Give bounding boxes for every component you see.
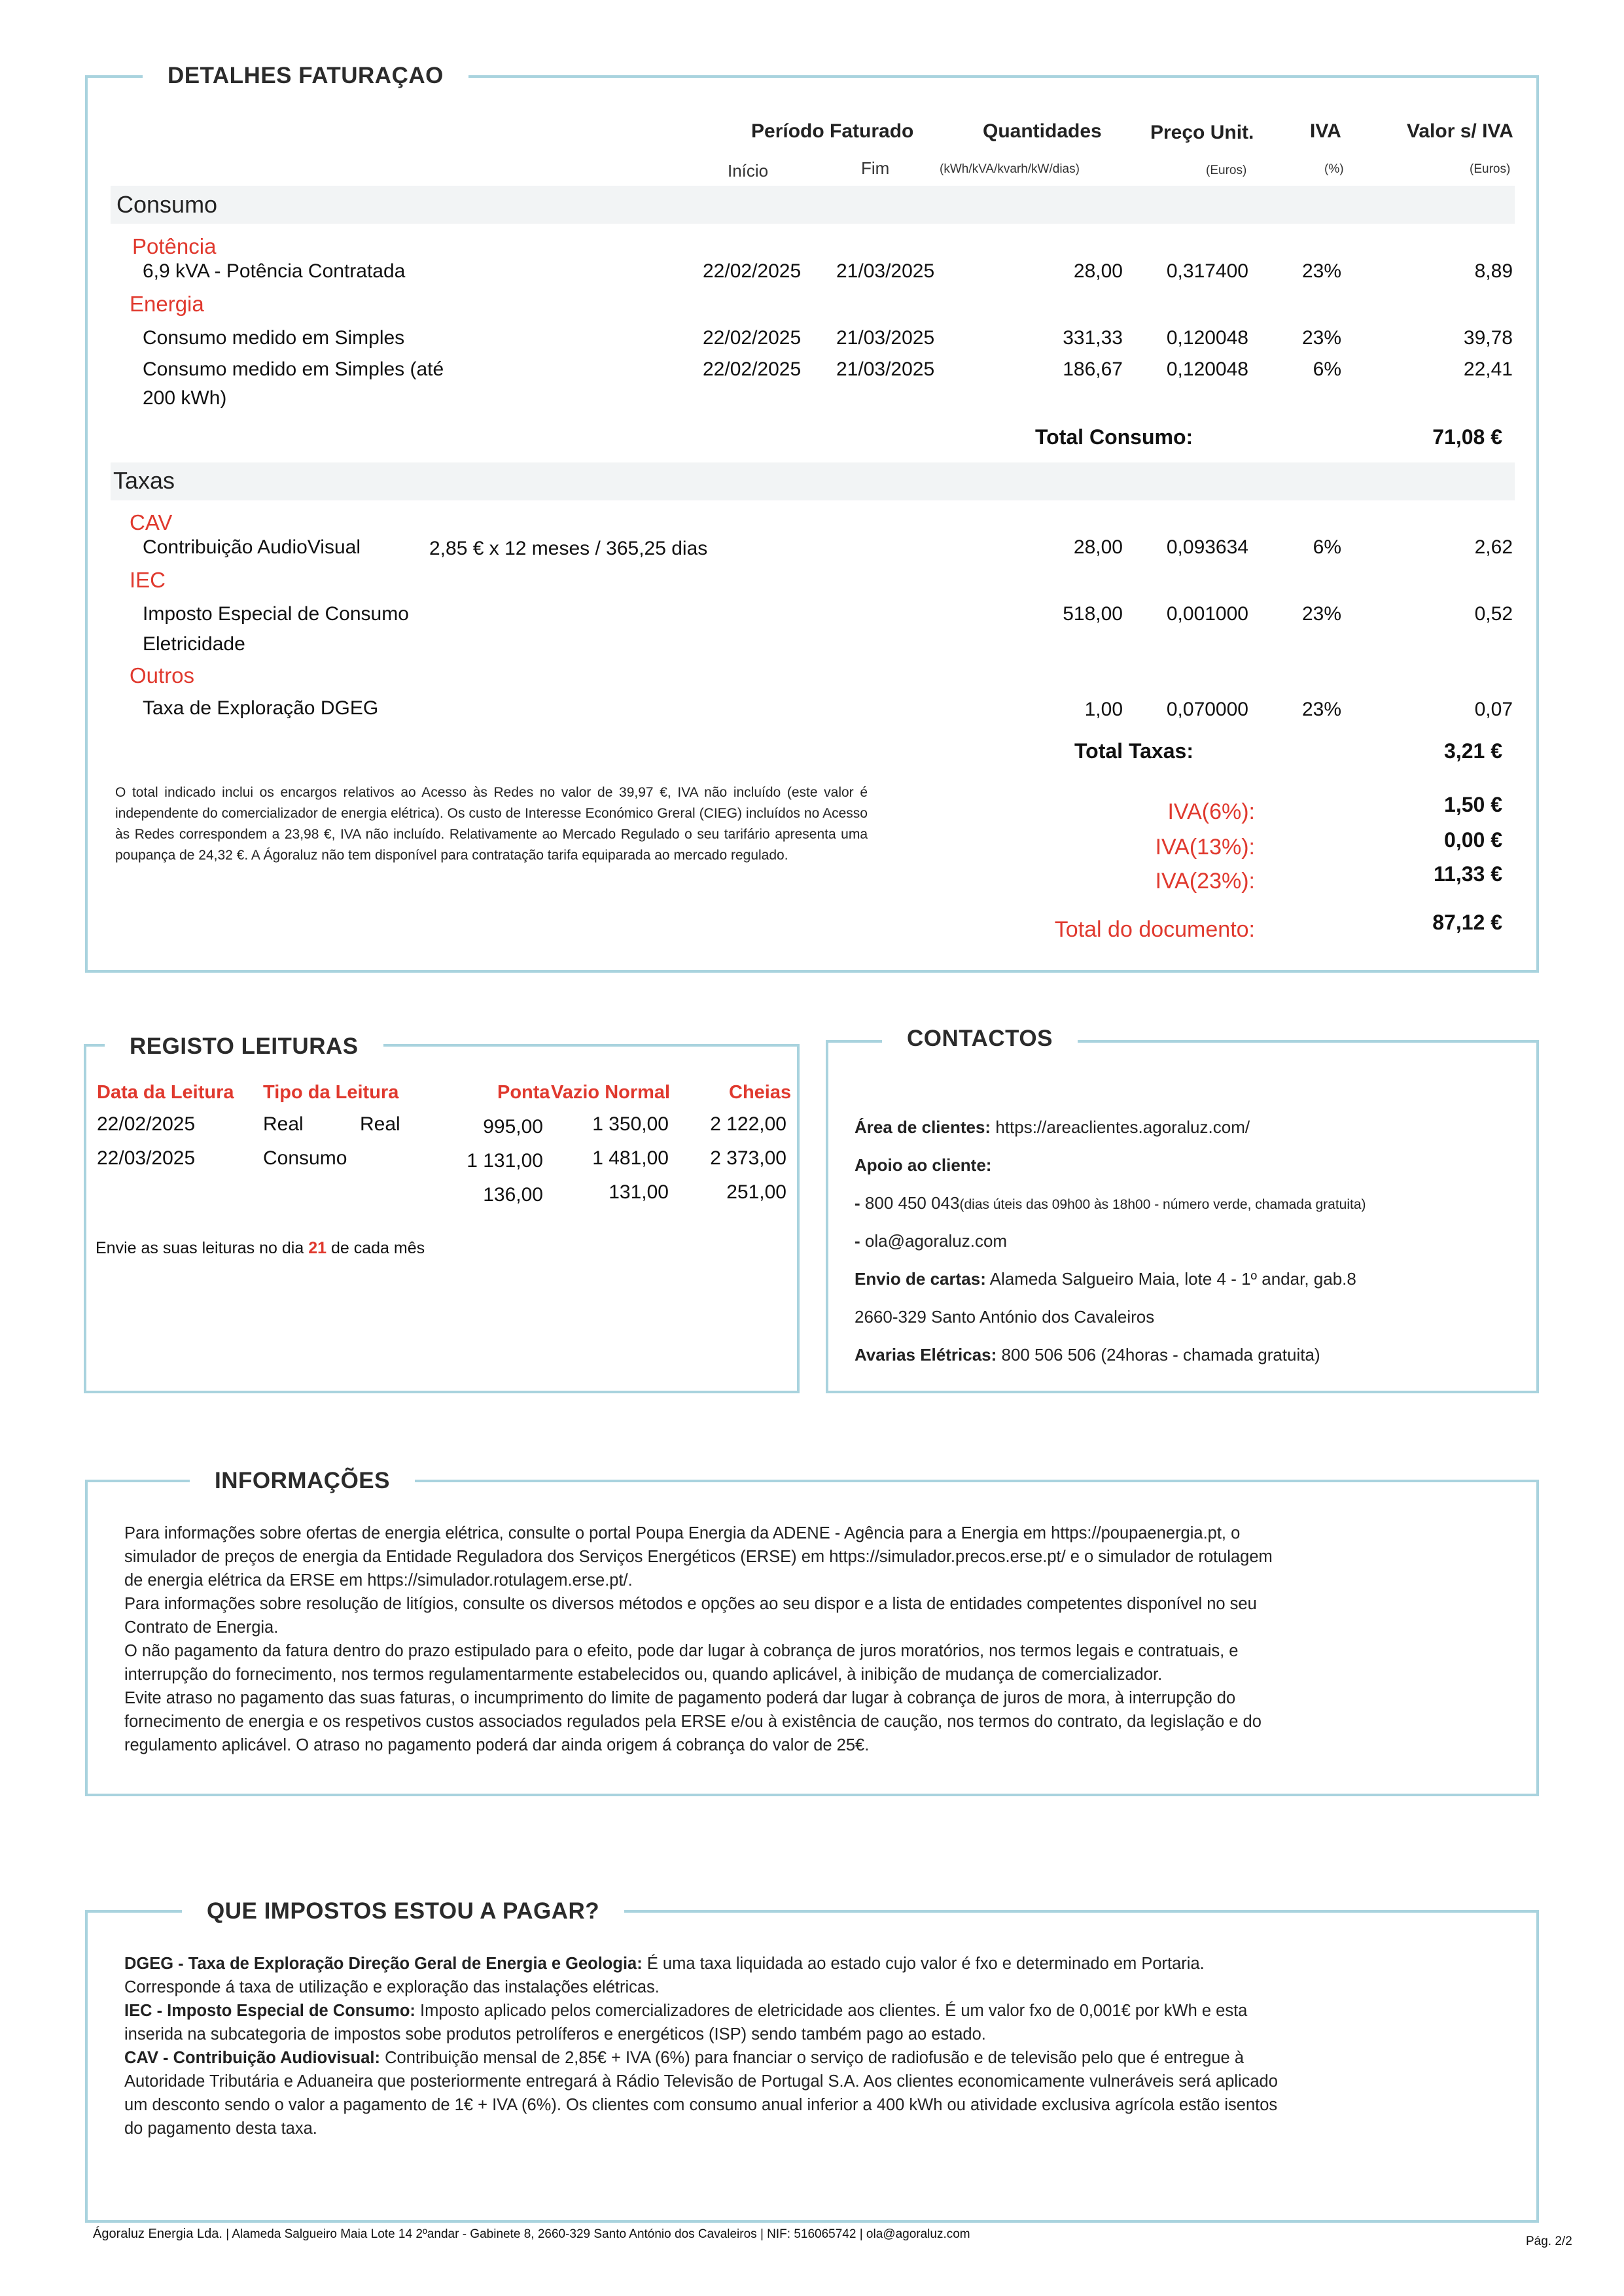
iec-row-desc-line1: Imposto Especial de Consumo xyxy=(143,603,409,625)
document-total-label: Total do documento: xyxy=(1054,917,1255,942)
energy-row-value: 22,41 xyxy=(1463,358,1513,380)
consumption-total-value: 71,08 € xyxy=(1432,425,1502,449)
contacts-phone: - 800 450 043(dias úteis das 09h00 às 18h00 - número verde, chamada gratuita) xyxy=(855,1193,1366,1213)
consumption-total-label: Total Consumo: xyxy=(1035,425,1193,449)
reading-row-type2: Real xyxy=(360,1113,400,1135)
info-paragraph: O não pagamento da fatura dentro do prazo estipulado para o efeito, pode dar lugar à cobrança de juros moratórios, nos termos legais e contratuais, e interrupção do fornecimento, nos termos regulamentarmente estabelecidos ou, quando aplicável, à inibição de mudança de comercializador. xyxy=(124,1642,1239,1684)
readings-note-before: Envie as suas leituras no dia xyxy=(96,1239,304,1257)
others-row-vat: 23% xyxy=(1301,699,1341,720)
iec-label: IEC - Imposto Especial de Consumo: xyxy=(124,2002,415,2020)
iec-row-vat: 23% xyxy=(1301,603,1341,625)
energy-row-desc: Consumo medido em Simples xyxy=(143,327,405,349)
iec-section-label: IEC xyxy=(130,568,166,592)
others-section-label: Outros xyxy=(130,663,195,687)
header-unit-price: Preço Unit. xyxy=(1150,122,1254,143)
readings-note-after: de cada mês xyxy=(330,1239,425,1257)
iec-paragraph xyxy=(124,1999,1296,2046)
energy-row-price: 0,120048 xyxy=(1166,358,1248,380)
page-number: Pág. 2/2 xyxy=(1526,2235,1572,2248)
others-row-qty: 1,00 xyxy=(1084,699,1123,720)
footer-details: | Alameda Salgueiro Maia Lote 14 2ºandar - Gabinete 8, 2660-329 Santo António dos Cavaleiros | NIF: 516065742 | ola@agoraluz.com xyxy=(226,2227,970,2241)
document-total-value: 87,12 € xyxy=(1432,911,1502,934)
energy-row-desc-line2: 200 kWh) xyxy=(143,387,227,409)
dgeg-label: DGEG - Taxa de Exploração Direção Geral de Energia e Geologia: xyxy=(124,1955,643,1973)
header-unit-price-units: (Euros) xyxy=(1206,164,1247,177)
energy-row-price: 0,120048 xyxy=(1166,327,1248,349)
cav-label: CAV - Contribuição Audiovisual: xyxy=(124,2049,381,2067)
reading-row-vazio: 1 350,00 xyxy=(592,1113,669,1135)
header-end: Fim xyxy=(861,158,890,178)
power-row-start: 22/02/2025 xyxy=(703,260,802,282)
reading-row-type: Consumo xyxy=(263,1147,347,1169)
taxes-total-value: 3,21 € xyxy=(1444,739,1502,763)
mail-address-line2: 2660-329 Santo António dos Cavaleiros xyxy=(855,1307,1155,1327)
power-row-end: 21/03/2025 xyxy=(836,260,935,282)
footer xyxy=(93,2227,970,2242)
reading-row-cheias: 2 373,00 xyxy=(710,1147,786,1169)
readings-submit-note xyxy=(96,1239,425,1258)
client-area-link[interactable]: https://areaclientes.agoraluz.com/ xyxy=(995,1117,1250,1137)
contacts-faults xyxy=(855,1345,1320,1365)
taxes-info-title: QUE IMPOSTOS ESTOU A PAGAR? xyxy=(182,1898,624,1924)
contacts-email: - ola@agoraluz.com xyxy=(855,1231,1008,1251)
header-value-units: (Euros) xyxy=(1470,162,1511,176)
power-row-qty: 28,00 xyxy=(1073,260,1123,282)
header-start: Início xyxy=(728,161,769,181)
vat-13-label: IVA(13%): xyxy=(1155,835,1255,860)
reading-row-cheias: 251,00 xyxy=(726,1181,786,1203)
reading-row-cheias: 2 122,00 xyxy=(710,1113,786,1135)
energy-row-vat: 23% xyxy=(1301,327,1341,349)
power-section-label: Potência xyxy=(132,234,217,258)
cav-row-price: 0,093634 xyxy=(1166,536,1248,558)
consumption-label: Consumo xyxy=(116,191,218,218)
support-phone[interactable]: 800 450 043 xyxy=(864,1193,960,1213)
iec-row-qty: 518,00 xyxy=(1063,603,1123,625)
info-paragraph: Evite atraso no pagamento das suas faturas, o incumprimento do limite de pagamento poderá dar lugar à cobrança de juros de mora, à interrupção do fornecimento de energia e os respetivos custos associados regulados pela ERSE e/ou à existência de caução, nos termos do contrato, da legislação e do regulamento aplicável. O atraso no pagamento poderá dar ainda origem á cobrança do valor de 25€. xyxy=(124,1689,1262,1754)
readings-title: REGISTO LEITURAS xyxy=(105,1034,383,1060)
vat-23-value: 11,33 € xyxy=(1434,862,1502,886)
reading-row-type: Real xyxy=(263,1113,304,1135)
contacts-area xyxy=(855,1117,1250,1138)
cav-text: Contribuição mensal de 2,85€ + IVA (6%) para fnanciar o serviço de radiofusão e de televisão pelo que é entregue à Autoridade Tributária e Aduaneira que posteriormente entregará à Rádio Televisão de Portugal S.A. Aos clientes economicamente vulneráveis será aplicado um desconto sendo o valor a pagamento de 1€ + IVA (6%). Os clientes com consumo anual inferior a 400 kWh ou atividade exclusiva agrícola estão isentos do pagamento desta taxa. xyxy=(124,2049,1278,2138)
energy-row-end: 21/03/2025 xyxy=(836,327,935,349)
energy-row-qty: 331,33 xyxy=(1063,327,1123,349)
footer-company: Ágoraluz Energia Lda. xyxy=(93,2227,222,2241)
contacts-panel xyxy=(826,1040,1539,1393)
cav-row-qty: 28,00 xyxy=(1073,536,1123,558)
reading-row-date: 22/03/2025 xyxy=(97,1147,196,1169)
contacts-faults-label: Avarias Elétricas: xyxy=(855,1345,997,1365)
mail-address-line1: Alameda Salgueiro Maia, lote 4 - 1º andar, gab.8 xyxy=(989,1269,1356,1289)
cav-row-vat: 6% xyxy=(1313,536,1341,558)
cav-row-value: 2,62 xyxy=(1474,536,1513,558)
energy-row-qty: 186,67 xyxy=(1063,358,1123,380)
contacts-support-label: Apoio ao cliente: xyxy=(855,1155,992,1175)
readings-header-date: Data da Leitura xyxy=(97,1082,234,1103)
contacts-mail-label: Envio de cartas: xyxy=(855,1269,986,1289)
energy-section-label: Energia xyxy=(130,292,204,316)
cav-row-desc: Contribuição AudioVisual xyxy=(143,536,361,558)
contacts-support xyxy=(855,1155,991,1175)
reading-row-ponta: 995,00 xyxy=(483,1116,543,1138)
contacts-area-label: Área de clientes: xyxy=(855,1117,991,1137)
dgeg-text: É uma taxa liquidada ao estado cujo valor é fxo e determinado em Portaria. Corresponde á taxa de utilização e exploração das instalações elétricas. xyxy=(124,1955,1205,1996)
header-period: Período Faturado xyxy=(751,120,914,142)
reading-row-ponta: 1 131,00 xyxy=(467,1150,543,1172)
contacts-mail xyxy=(855,1269,1356,1289)
taxes-info-text xyxy=(124,1952,1296,2140)
info-text xyxy=(124,1522,1296,1757)
readings-header-vazio: Vazio Normal xyxy=(551,1082,671,1103)
taxes-band xyxy=(111,462,1515,500)
reading-row-ponta: 136,00 xyxy=(483,1184,543,1206)
vat-13-value: 0,00 € xyxy=(1444,828,1502,852)
header-quantities-units: (kWh/kVA/kvarh/kW/dias) xyxy=(940,162,1080,176)
billing-note: O total indicado inclui os encargos relativos ao Acesso às Redes no valor de 39,97 €, IVA não incluído (este valor é independente do comercializador de energia elétrica). Os custo de Interesse Económico Greral (CIEG) incluídos no Acesso às Redes correspondem a 23,98 €, IVA não incluído. Relativamente ao Mercado Regulado o seu tarifário apresenta uma poupança de 24,32 €. A Ágoraluz não tem disponível para contratação tarifa equiparada ao mercado regulado. xyxy=(115,785,868,863)
readings-header-cheias: Cheias xyxy=(729,1082,792,1103)
power-row-value: 8,89 xyxy=(1474,260,1513,282)
taxes-label: Taxas xyxy=(113,467,175,494)
cav-row-formula: 2,85 € x 12 meses / 365,25 dias xyxy=(429,538,708,559)
iec-row-value: 0,52 xyxy=(1474,603,1513,625)
header-vat-units: (%) xyxy=(1324,162,1344,176)
iec-row-price: 0,001000 xyxy=(1166,603,1248,625)
consumption-band xyxy=(111,186,1515,224)
taxes-total-label: Total Taxas: xyxy=(1074,739,1193,763)
contacts-title: CONTACTOS xyxy=(882,1026,1078,1052)
power-row-desc: 6,9 kVA - Potência Contratada xyxy=(143,260,406,282)
energy-row-start: 22/02/2025 xyxy=(703,358,802,380)
billing-details-title: DETALHES FATURAÇAO xyxy=(143,63,468,89)
others-row-price: 0,070000 xyxy=(1166,699,1248,720)
others-row-desc: Taxa de Exploração DGEG xyxy=(143,697,379,719)
support-email[interactable]: ola@agoraluz.com xyxy=(864,1231,1008,1251)
vat-6-value: 1,50 € xyxy=(1444,793,1502,816)
readings-header-ponta: Ponta xyxy=(497,1082,550,1103)
cav-section-label: CAV xyxy=(130,510,173,534)
readings-header-type: Tipo da Leitura xyxy=(263,1082,399,1103)
support-phone-note: (dias úteis das 09h00 às 18h00 - número verde, chamada gratuita) xyxy=(959,1197,1366,1212)
header-vat: IVA xyxy=(1310,120,1341,142)
info-paragraph: Para informações sobre ofertas de energia elétrica, consulte o portal Poupa Energia da ADENE - Agência para a Energia em https://poupaenergia.pt, o simulador de preços de energia da Entidade Reguladora dos Serviços Energéticos (ERSE) em https://simulador.precos.erse.pt/ e o simulador de rotulagem de energia elétrica da ERSE em https://simulador.rotulagem.erse.pt/. xyxy=(124,1524,1273,1590)
dgeg-paragraph xyxy=(124,1952,1296,1999)
reading-row-vazio: 1 481,00 xyxy=(592,1147,669,1169)
reading-row-date: 22/02/2025 xyxy=(97,1113,196,1135)
iec-text: Imposto aplicado pelos comercializadores de eletricidade aos clientes. É um valor fxo de 0,001€ por kWh e esta inserida na subcategoria de impostos sobe produtos petrolíferos e energéticos (ISP) sendo também pago ao estado. xyxy=(124,2002,1248,2044)
header-quantities: Quantidades xyxy=(983,120,1102,142)
header-value: Valor s/ IVA xyxy=(1407,120,1513,142)
vat-6-label: IVA(6%): xyxy=(1167,799,1255,824)
vat-23-label: IVA(23%): xyxy=(1155,869,1255,894)
others-row-value: 0,07 xyxy=(1474,699,1513,720)
energy-row-vat: 6% xyxy=(1313,358,1341,380)
info-title: INFORMAÇÕES xyxy=(190,1468,415,1494)
energy-row-value: 39,78 xyxy=(1463,327,1513,349)
energy-row-end: 21/03/2025 xyxy=(836,358,935,380)
energy-row-start: 22/02/2025 xyxy=(703,327,802,349)
power-row-price: 0,317400 xyxy=(1166,260,1248,282)
info-paragraph: Para informações sobre resolução de litígios, consulte os diversos métodos e opções ao seu dispor e a lista de entidades competentes disponível no seu Contrato de Energia. xyxy=(124,1595,1257,1637)
reading-row-vazio: 131,00 xyxy=(609,1181,669,1203)
iec-row-desc-line2: Eletricidade xyxy=(143,633,245,655)
cav-paragraph xyxy=(124,2046,1296,2140)
faults-phone[interactable]: 800 506 506 (24horas - chamada gratuita) xyxy=(1001,1345,1320,1365)
readings-note-day: 21 xyxy=(308,1239,327,1257)
energy-row-desc-line1: Consumo medido em Simples (até xyxy=(143,358,444,380)
power-row-vat: 23% xyxy=(1301,260,1341,282)
